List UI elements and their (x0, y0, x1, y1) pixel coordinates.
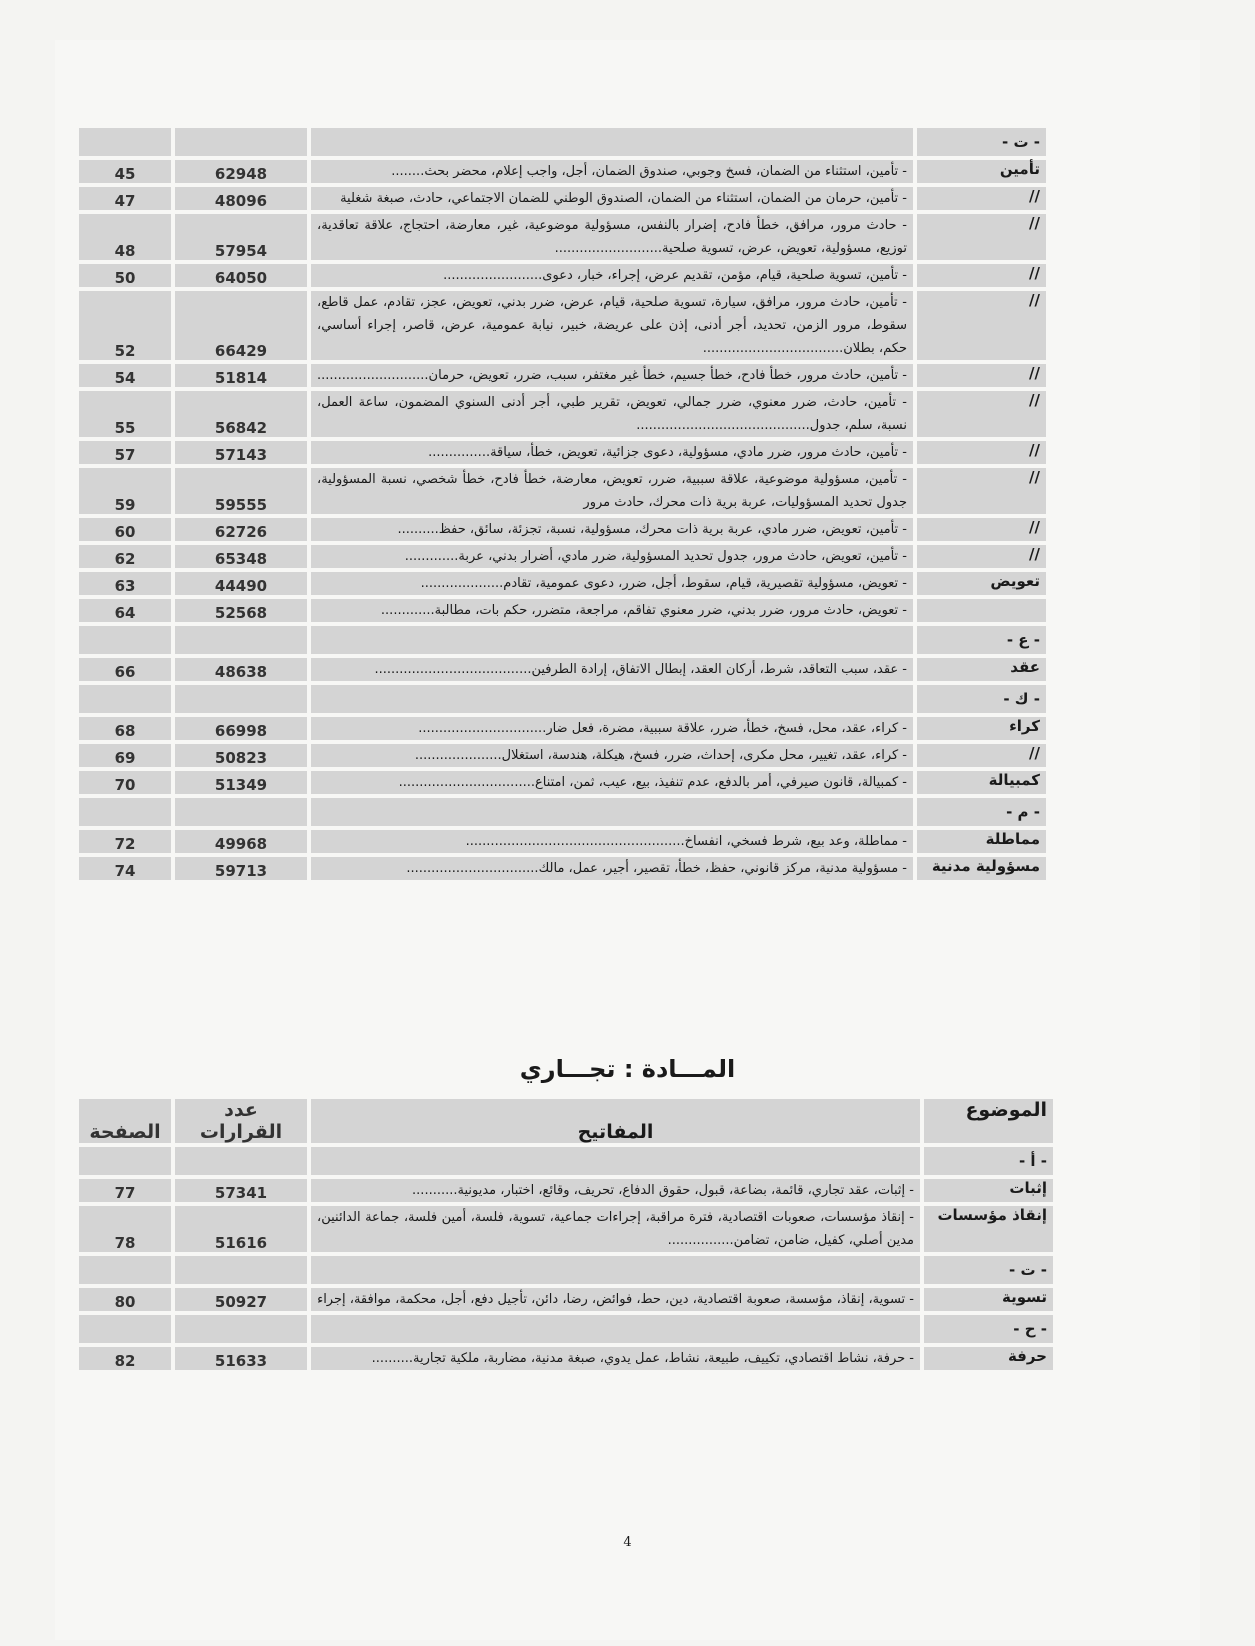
letter-section-row (77, 1254, 1055, 1286)
keys-cell: - كراء، عقد، تغيير، محل مكرى، إحداث، ضرر، فسخ، هيكلة، هندسة، استغلال..................... (309, 742, 915, 769)
table-row (77, 769, 1048, 796)
page-cell: 55 (77, 389, 173, 439)
subject-cell: - أ - (922, 1145, 1055, 1177)
subject-cell: - ك - (915, 683, 1048, 715)
table-row (77, 715, 1048, 742)
subject-cell: // (915, 185, 1048, 212)
subject-cell: كراء (915, 715, 1048, 742)
table-row (77, 855, 1048, 882)
keys-cell: - تأمين، تعويض، ضرر مادي، عربة برية ذات محرك، مسؤولية، نسبة، تجزئة، سائق، حفظ.......... (309, 516, 915, 543)
keys-cell: - إنقاذ مؤسسات، صعوبات اقتصادية، فترة مراقبة، إجراءات جماعية، تسوية، فلسة، أمين فلسة، جماعة الدائنين، مدين أصلي، كفيل، ضامن، تضامن................ (309, 1204, 922, 1254)
subject-cell: // (915, 212, 1048, 262)
subject-cell: مماطلة (915, 828, 1048, 855)
keys-cell: - مسؤولية مدنية، مركز قانوني، حفظ، خطأ، تقصير، أجير، عمل، مالك................................ (309, 855, 915, 882)
count-cell (173, 683, 309, 715)
count-cell: 59555 (173, 466, 309, 516)
table-header-row (77, 1097, 1055, 1145)
page-cell: 77 (77, 1177, 173, 1204)
header-subject: الموضوع (922, 1097, 1055, 1145)
section-title: المـــادة : تجـــاري (519, 1055, 736, 1083)
count-cell: 57954 (173, 212, 309, 262)
subject-cell: // (915, 466, 1048, 516)
count-cell: 50927 (173, 1286, 309, 1313)
subject-cell: // (915, 289, 1048, 362)
table-row (77, 439, 1048, 466)
keys-cell: - تأمين، تسوية صلحية، قيام، مؤمن، تقديم عرض، إجراء، خبار، دعوى........................ (309, 262, 915, 289)
page-cell: 82 (77, 1345, 173, 1372)
count-cell: 51814 (173, 362, 309, 389)
count-cell: 62726 (173, 516, 309, 543)
letter-section-row (77, 624, 1048, 656)
subject-cell: تسوية (922, 1286, 1055, 1313)
page-cell (77, 1145, 173, 1177)
page-cell: 62 (77, 543, 173, 570)
keys-cell: - مماطلة، وعد بيع، شرط فسخي، انفساخ..................................................... (309, 828, 915, 855)
subject-cell: - ت - (915, 126, 1048, 158)
subject-cell: إثبات (922, 1177, 1055, 1204)
keys-cell: - تأمين، حادث مرور، خطأ فادح، خطأ جسيم، خطأ غير مغتفر، سبب، ضرر، تعويض، حرمان........................... (309, 362, 915, 389)
page-cell: 59 (77, 466, 173, 516)
page-cell: 69 (77, 742, 173, 769)
table-row (77, 1345, 1055, 1372)
count-cell (173, 796, 309, 828)
count-cell: 57341 (173, 1177, 309, 1204)
page-cell: 64 (77, 597, 173, 624)
subject-cell (915, 597, 1048, 624)
subject-cell: عقد (915, 656, 1048, 683)
count-cell (173, 1254, 309, 1286)
count-cell: 51633 (173, 1345, 309, 1372)
count-cell: 52568 (173, 597, 309, 624)
header-count: عدد القرارات (173, 1097, 309, 1145)
table-row (77, 828, 1048, 855)
count-cell: 65348 (173, 543, 309, 570)
keys-cell (309, 1254, 922, 1286)
keys-cell: - تعويض، مسؤولية تقصيرية، قيام، سقوط، أجل، ضرر، دعوى عمومية، تقادم.................... (309, 570, 915, 597)
page-cell: 66 (77, 656, 173, 683)
count-cell: 51349 (173, 769, 309, 796)
page-cell (77, 796, 173, 828)
letter-section-row (77, 126, 1048, 158)
table-row (77, 289, 1048, 362)
keys-cell: - حادث مرور، مرافق، خطأ فادح، إضرار بالنفس، مسؤولية موضوعية، غير، معارضة، احتجاج، علاقة تعاقدية، توزيع، مسؤولية، تعويض، عرض، تسوية صلحية.......................... (309, 212, 915, 262)
table-row (77, 158, 1048, 185)
count-cell: 51616 (173, 1204, 309, 1254)
keys-cell (309, 624, 915, 656)
header-page: الصفحة (77, 1097, 173, 1145)
table-row (77, 466, 1048, 516)
keys-cell: - تأمين، مسؤولية موضوعية، علاقة سببية، ضرر، تعويض، معارضة، خطأ فادح، خطأ شخصي، نسبة المسؤولية، جدول تحديد المسؤوليات، عربة برية ذات محرك، حادث مرور (309, 466, 915, 516)
subject-cell: // (915, 362, 1048, 389)
table-row (77, 262, 1048, 289)
table-row (77, 597, 1048, 624)
table-row (77, 185, 1048, 212)
count-cell (173, 126, 309, 158)
count-cell: 64050 (173, 262, 309, 289)
subject-cell: // (915, 389, 1048, 439)
keys-cell: - كراء، عقد، محل، فسخ، خطأ، ضرر، علاقة سببية، مضرة، فعل ضار............................... (309, 715, 915, 742)
index-table-commercial (75, 1095, 1057, 1374)
keys-cell: - كمبيالة، قانون صيرفي، أمر بالدفع، عدم تنفيذ، بيع، عيب، ثمن، امتناع................................. (309, 769, 915, 796)
keys-cell: - تأمين، حرمان من الضمان، استثناء من الضمان، الصندوق الوطني للضمان الاجتماعي، حادث، صبغة شغلية (309, 185, 915, 212)
keys-cell: - إثبات، عقد تجاري، قائمة، بضاعة، قبول، حقوق الدفاع، تحريف، وقائع، اختبار، مديونية........... (309, 1177, 922, 1204)
keys-cell (309, 1145, 922, 1177)
subject-cell: // (915, 439, 1048, 466)
letter-section-row (77, 796, 1048, 828)
keys-cell: - تأمين، تعويض، حادث مرور، جدول تحديد المسؤولية، ضرر مادي، أضرار بدني، عربة............. (309, 543, 915, 570)
page-cell: 60 (77, 516, 173, 543)
subject-cell: // (915, 262, 1048, 289)
keys-cell: - تسوية، إنقاذ، مؤسسة، صعوبة اقتصادية، دين، حط، فوائض، رضا، دائن، تأجيل دفع، أجل، محكمة، موافقة، إجراء (309, 1286, 922, 1313)
page-cell: 57 (77, 439, 173, 466)
subject-cell: // (915, 742, 1048, 769)
table-row (77, 1204, 1055, 1254)
count-cell: 59713 (173, 855, 309, 882)
count-cell: 66429 (173, 289, 309, 362)
page-cell: 68 (77, 715, 173, 742)
count-cell: 44490 (173, 570, 309, 597)
page-cell: 47 (77, 185, 173, 212)
page-cell: 48 (77, 212, 173, 262)
page-cell (77, 1313, 173, 1345)
count-cell (173, 624, 309, 656)
keys-cell: - عقد، سبب التعاقد، شرط، أركان العقد، إبطال الاتفاق، إرادة الطرفين...................................... (309, 656, 915, 683)
keys-cell (309, 126, 915, 158)
page-cell: 70 (77, 769, 173, 796)
subject-cell: كمبيالة (915, 769, 1048, 796)
page-cell: 72 (77, 828, 173, 855)
subject-cell: // (915, 543, 1048, 570)
table-row (77, 362, 1048, 389)
subject-cell: - ح - (922, 1313, 1055, 1345)
page-cell (77, 624, 173, 656)
count-cell (173, 1145, 309, 1177)
subject-cell: حرفة (922, 1345, 1055, 1372)
keys-cell: - تعويض، حادث مرور، ضرر بدني، ضرر معنوي تفاقم، مراجعة، متضرر، حكم بات، مطالبة............. (309, 597, 915, 624)
letter-section-row (77, 683, 1048, 715)
table-row (77, 570, 1048, 597)
count-cell: 56842 (173, 389, 309, 439)
page-cell: 45 (77, 158, 173, 185)
count-cell: 66998 (173, 715, 309, 742)
count-cell: 48638 (173, 656, 309, 683)
page-number: 4 (623, 1535, 632, 1550)
page-cell: 63 (77, 570, 173, 597)
table-row (77, 543, 1048, 570)
keys-cell: - تأمين، حادث مرور، ضرر مادي، مسؤولية، دعوى جزائية، تعويض، خطأ، سياقة............... (309, 439, 915, 466)
count-cell (173, 1313, 309, 1345)
keys-cell: - تأمين، حادث مرور، مرافق، سيارة، تسوية صلحية، قيام، عرض، ضرر بدني، تعويض، عجز، تقادم، عمل قاطع، سقوط، مرور الزمن، تحديد، أجر أدنى، إذن على عريضة، خبير، نيابة عمومية، عرض، قاصر، إجراء أساسي، حكم، بطلان.................................. (309, 289, 915, 362)
page-cell: 52 (77, 289, 173, 362)
subject-cell: - ت - (922, 1254, 1055, 1286)
page-cell (77, 683, 173, 715)
count-cell: 49968 (173, 828, 309, 855)
page-cell (77, 126, 173, 158)
table-row (77, 389, 1048, 439)
table-row (77, 656, 1048, 683)
page-cell: 78 (77, 1204, 173, 1254)
subject-cell: // (915, 516, 1048, 543)
subject-cell: إنقاذ مؤسسات (922, 1204, 1055, 1254)
subject-cell: - م - (915, 796, 1048, 828)
table-row (77, 212, 1048, 262)
page-cell: 54 (77, 362, 173, 389)
table-row (77, 1177, 1055, 1204)
table-row (77, 742, 1048, 769)
count-cell: 57143 (173, 439, 309, 466)
table-row (77, 1286, 1055, 1313)
count-cell: 50823 (173, 742, 309, 769)
subject-cell: - ع - (915, 624, 1048, 656)
keys-cell (309, 1313, 922, 1345)
keys-cell: - تأمين، حادث، ضرر معنوي، ضرر جمالي، تعويض، تقرير طبي، أجر أدنى السنوي المضمون، ساعة العمل، نسبة، سلم، جدول.......................................... (309, 389, 915, 439)
page-cell: 50 (77, 262, 173, 289)
keys-cell: - حرفة، نشاط اقتصادي، تكييف، طبيعة، نشاط، عمل يدوي، صبغة مدنية، مضاربة، ملكية تجارية.......... (309, 1345, 922, 1372)
keys-cell (309, 683, 915, 715)
page-cell (77, 1254, 173, 1286)
keys-cell: - تأمين، استثناء من الضمان، فسخ وجوبي، صندوق الضمان، أجل، واجب إعلام، محضر بحث........ (309, 158, 915, 185)
subject-cell: تأمين (915, 158, 1048, 185)
page-cell: 74 (77, 855, 173, 882)
letter-section-row (77, 1313, 1055, 1345)
table-row (77, 516, 1048, 543)
header-keys: المفاتيح (309, 1097, 922, 1145)
letter-section-row (77, 1145, 1055, 1177)
count-cell: 48096 (173, 185, 309, 212)
subject-cell: مسؤولية مدنية (915, 855, 1048, 882)
page-cell: 80 (77, 1286, 173, 1313)
keys-cell (309, 796, 915, 828)
subject-cell: تعويض (915, 570, 1048, 597)
count-cell: 62948 (173, 158, 309, 185)
index-table-civil (75, 124, 1050, 884)
